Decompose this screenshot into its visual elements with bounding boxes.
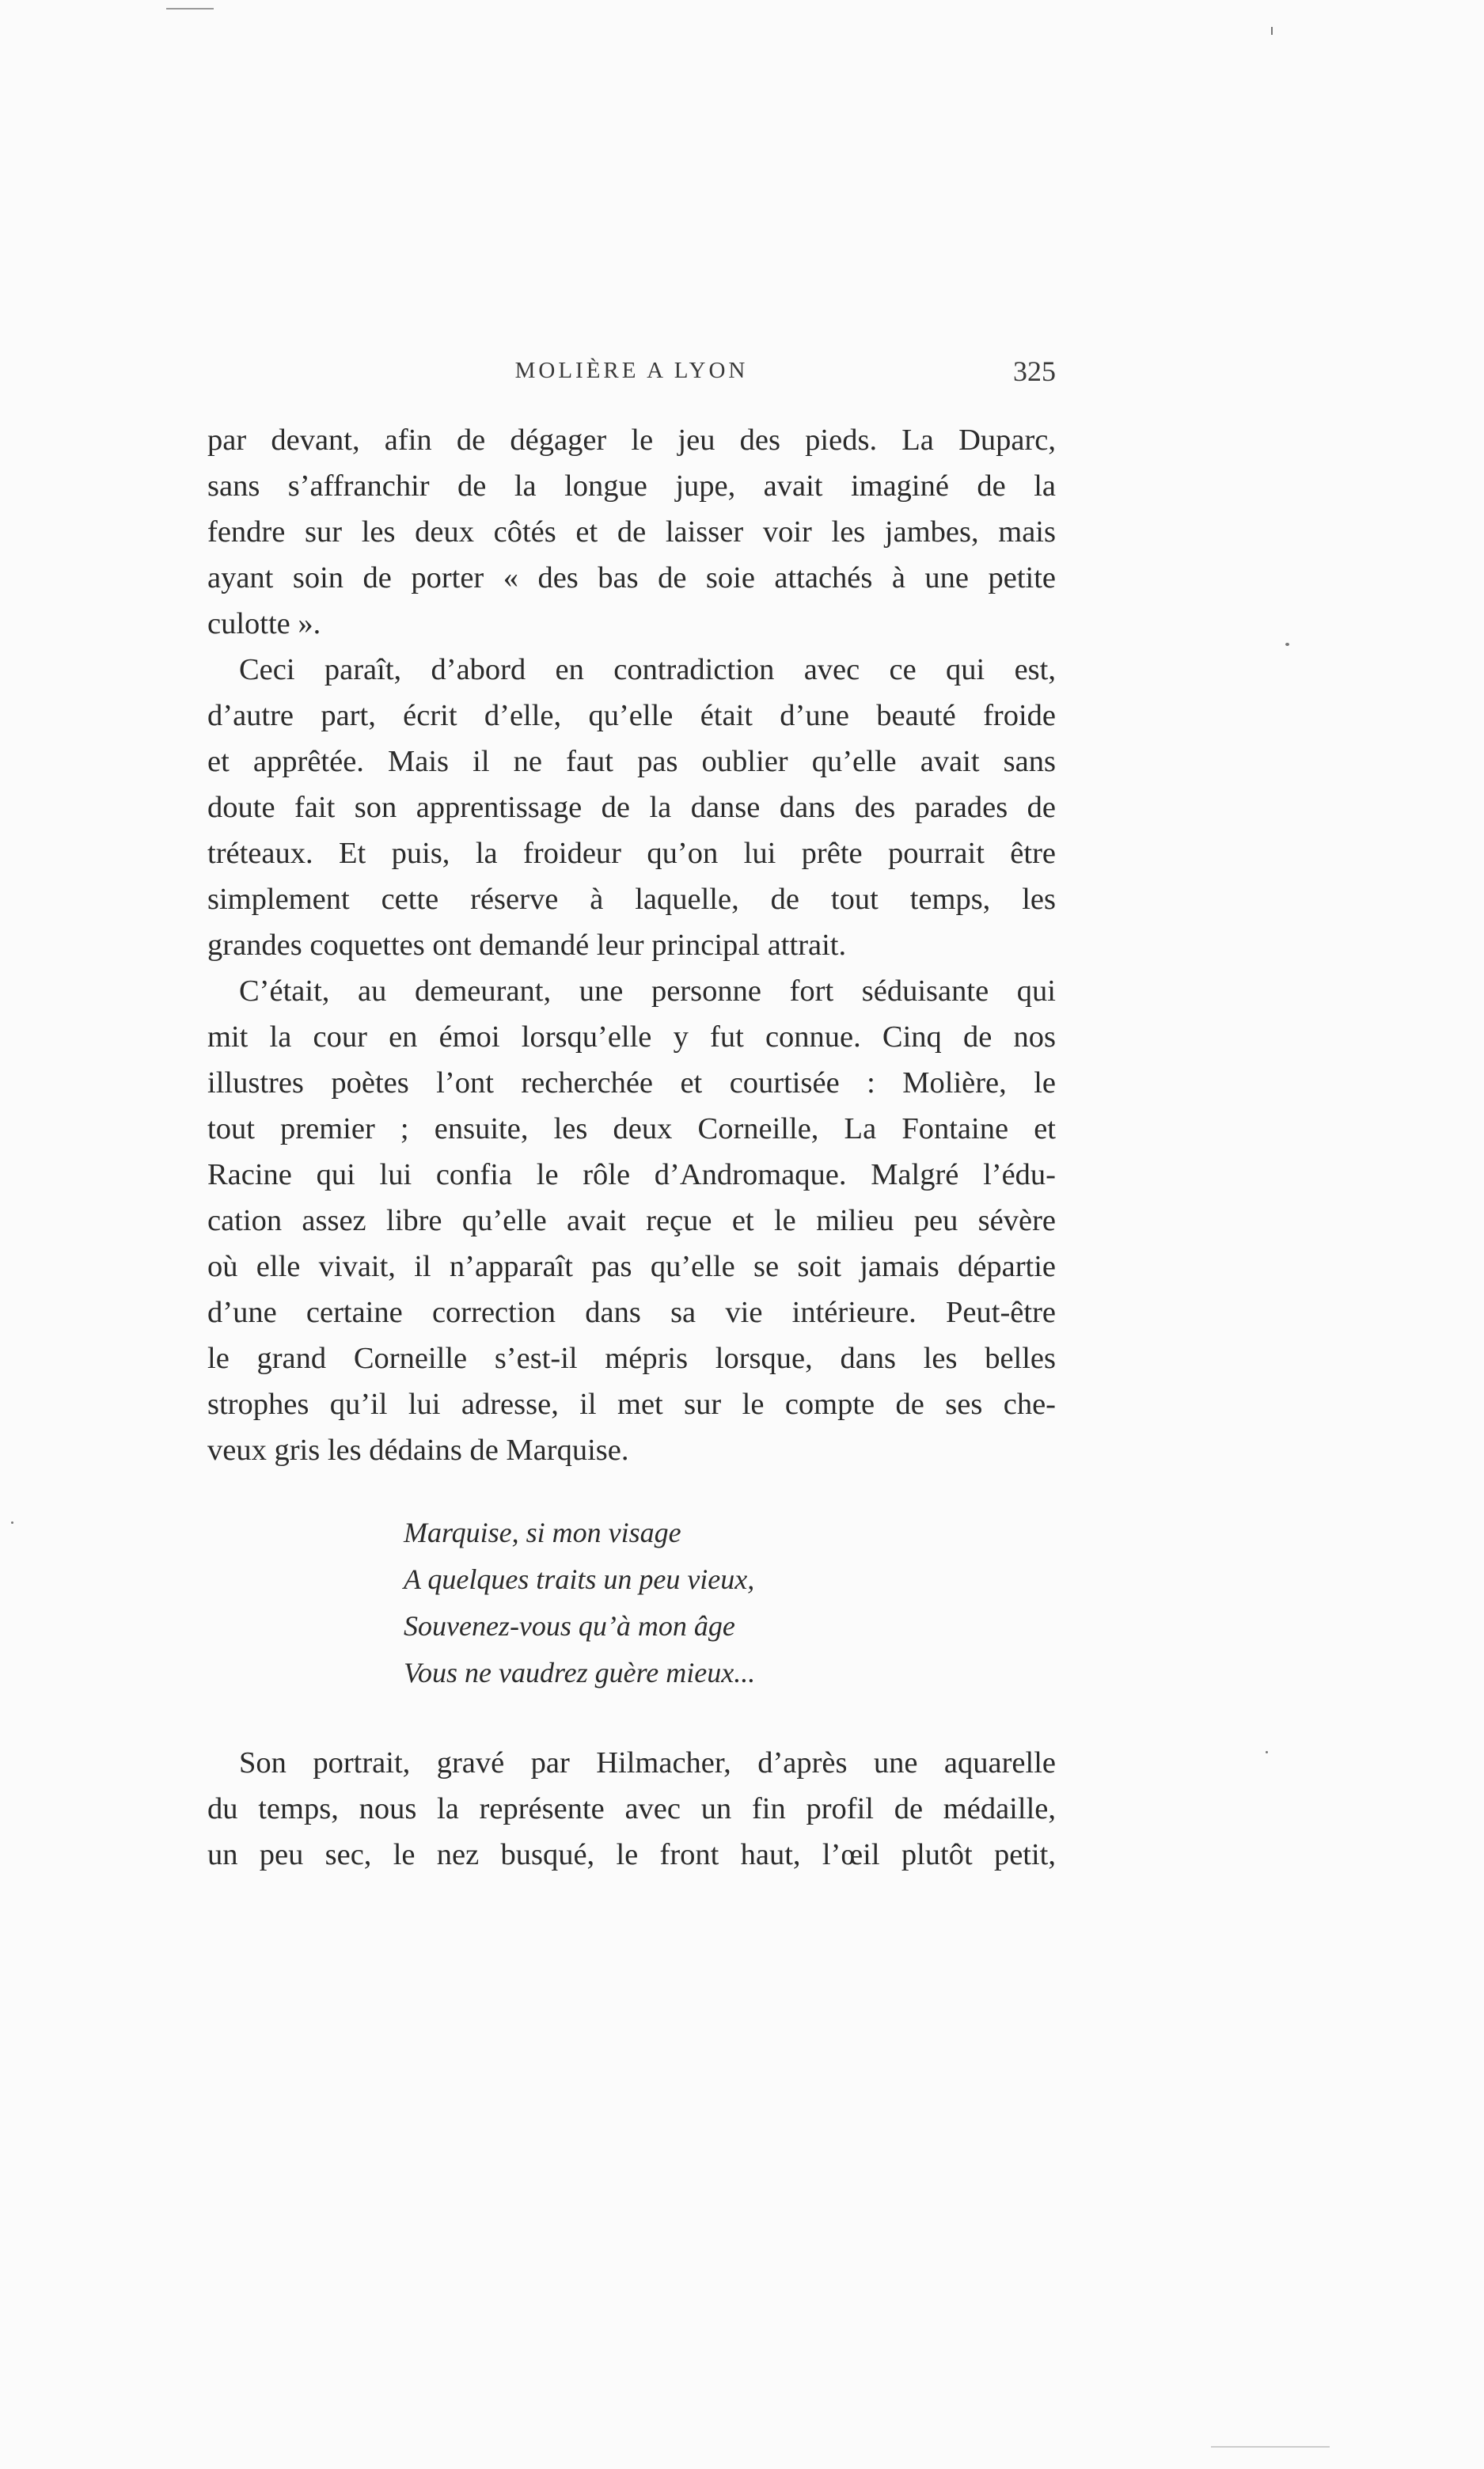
text-line: cation assez libre qu’elle avait reçue et le milieu peu sévère — [207, 1204, 1056, 1237]
text-line: fendre sur les deux côtés et de laisser voir les jambes, mais — [207, 515, 1056, 549]
page-number: 325 — [1013, 355, 1056, 387]
body-text — [207, 417, 1056, 1473]
page-header — [207, 355, 1056, 397]
verse-quote — [404, 1510, 755, 1696]
paragraph-3 — [207, 968, 1056, 1473]
text-line: d’une certaine correction dans sa vie intérieure. Peut-être — [207, 1296, 1056, 1329]
text-line: strophes qu’il lui adresse, il met sur le compte de ses che- — [207, 1388, 1056, 1421]
text-line: tréteaux. Et puis, la froideur qu’on lui prête pourrait être — [207, 837, 1056, 870]
text-line: un peu sec, le nez busqué, le front haut, l’œil plutôt petit, — [207, 1838, 1056, 1871]
text-line: grandes coquettes ont demandé leur principal attrait. — [207, 929, 847, 962]
scan-speck — [1271, 27, 1273, 35]
text-line: Ceci paraît, d’abord en contradiction avec ce qui est, — [239, 653, 1056, 686]
scan-speck — [166, 8, 214, 9]
text-line: sans s’affranchir de la longue jupe, avait imaginé de la — [207, 469, 1056, 503]
text-line: d’autre part, écrit d’elle, qu’elle était d’une beauté froide — [207, 699, 1056, 732]
text-line: simplement cette réserve à laquelle, de tout temps, les — [207, 883, 1056, 916]
paragraph-2 — [207, 647, 1056, 968]
scan-speck — [1285, 643, 1289, 646]
text-line: tout premier ; ensuite, les deux Corneille, La Fontaine et — [207, 1112, 1056, 1145]
paragraph-1 — [207, 417, 1056, 647]
verse-line: A quelques traits un peu vieux, — [404, 1563, 755, 1595]
text-line: du temps, nous la représente avec un fin profil de médaille, — [207, 1792, 1056, 1825]
verse-line: Marquise, si mon visage — [404, 1517, 681, 1548]
running-title: MOLIÈRE A LYON — [514, 358, 749, 383]
text-line: et apprêtée. Mais il ne faut pas oublier qu’elle avait sans — [207, 745, 1056, 778]
text-line: où elle vivait, il n’apparaît pas qu’elle se soit jamais départie — [207, 1250, 1056, 1283]
text-line: veux gris les dédains de Marquise. — [207, 1434, 629, 1467]
scan-speck — [1266, 1751, 1268, 1753]
closing-paragraph — [207, 1740, 1056, 1878]
text-line: Racine qui lui confia le rôle d’Andromaque. Malgré l’édu- — [207, 1158, 1056, 1191]
text-line: illustres poètes l’ont recherchée et courtisée : Molière, le — [207, 1066, 1056, 1100]
scan-speck — [1211, 2446, 1330, 2448]
text-line: culotte ». — [207, 607, 321, 640]
text-line: doute fait son apprentissage de la danse dans des parades de — [207, 791, 1056, 824]
verse-line: Vous ne vaudrez guère mieux... — [404, 1657, 756, 1688]
verse-line: Souvenez-vous qu’à mon âge — [404, 1610, 735, 1642]
text-line: mit la cour en émoi lorsqu’elle y fut connue. Cinq de nos — [207, 1020, 1056, 1054]
text-line: Son portrait, gravé par Hilmacher, d’après une aquarelle — [239, 1746, 1056, 1780]
text-line: ayant soin de porter « des bas de soie attachés à une petite — [207, 561, 1056, 594]
text-line: par devant, afin de dégager le jeu des pieds. La Duparc, — [207, 424, 1056, 457]
scan-speck — [11, 1521, 13, 1524]
text-line: le grand Corneille s’est-il mépris lorsque, dans les belles — [207, 1342, 1056, 1375]
text-line: C’était, au demeurant, une personne fort séduisante qui — [239, 974, 1056, 1008]
